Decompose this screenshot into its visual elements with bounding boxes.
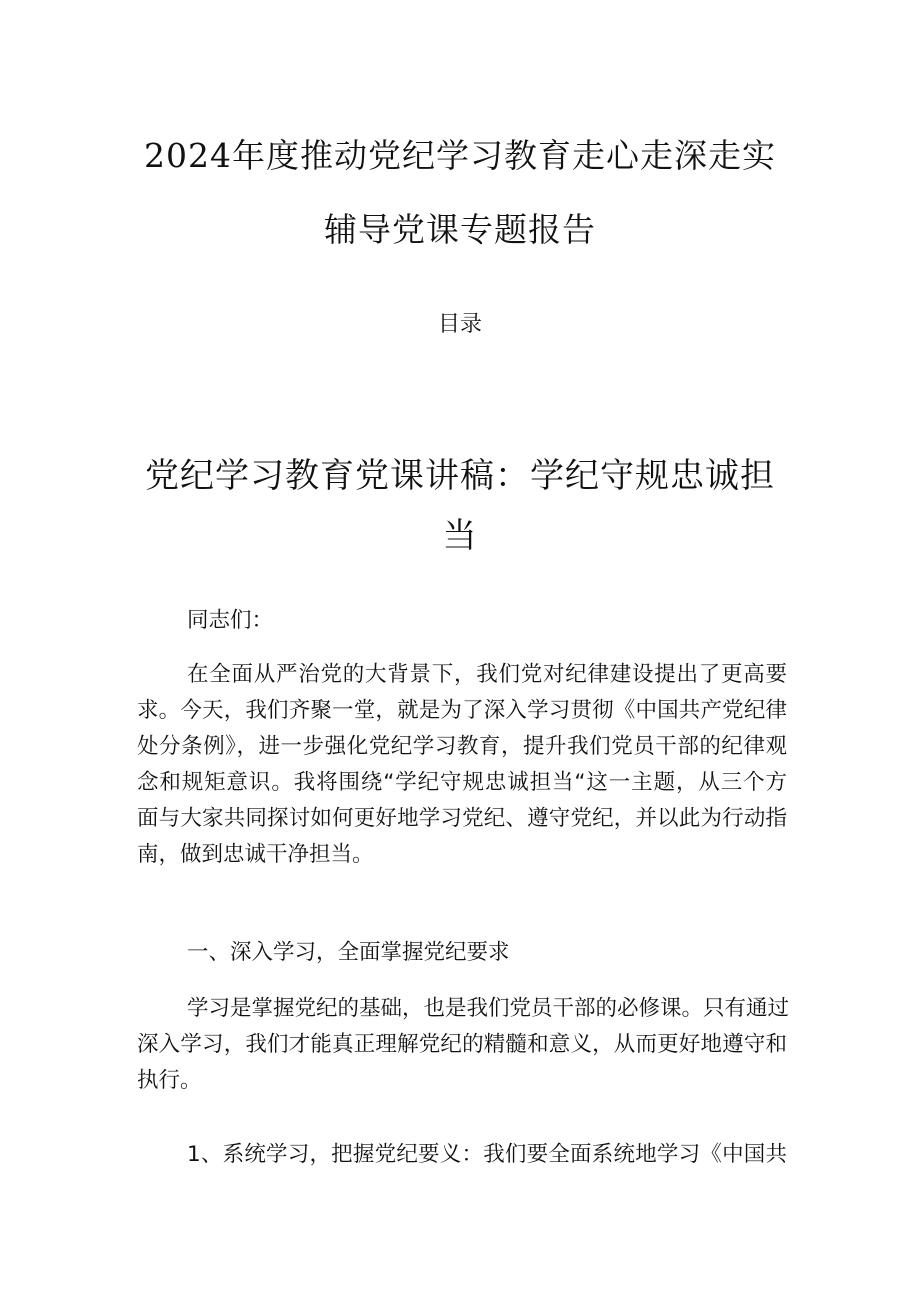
intro-paragraph [137, 657, 787, 873]
intro-line: 在全面从严治党的大背景下，我们党对纪律建设提出了更高要 [187, 662, 787, 687]
section-1-paragraph [137, 991, 790, 1099]
salutation-text: 同志们： [187, 608, 274, 633]
section-1-heading [137, 935, 787, 971]
intro-line: 处分条例》，进一步强化党纪学习教育，提升我们党员干部的纪律观 [137, 734, 787, 759]
section-1-heading-text: 一、深入学习，全面掌握党纪要求 [187, 940, 510, 965]
intro-line: 南，做到忠诚干净担当。 [137, 842, 374, 867]
intro-line: 求。今天，我们齐聚一堂，就是为了深入学习贯彻《中国共产党纪律 [137, 698, 787, 723]
section-1-line: 学习是掌握党纪的基础，也是我们党员干部的必修课。只有通过 [187, 996, 790, 1021]
intro-line: 念和规矩意识。我将围绕“学纪守规忠诚担当“这一主题，从三个方 [137, 770, 787, 795]
point-1-paragraph [137, 1137, 787, 1173]
speech-title-line-2: 当 [442, 516, 478, 556]
salutation [137, 603, 787, 639]
section-1-line: 深入学习，我们才能真正理解党纪的精髓和意义，从而更好地遵守和 [137, 1032, 787, 1057]
section-1-line: 执行。 [137, 1068, 202, 1093]
speech-title-line-1: 党纪学习教育党课讲稿：学纪守规忠诚担 [145, 456, 775, 496]
point-1-line: 1、系统学习，把握党纪要义：我们要全面系统地学习《中国共 [187, 1142, 787, 1167]
document-title-line-1: 2024年度推动党纪学习教育走心走深走实 [144, 136, 776, 175]
intro-line: 面与大家共同探讨如何更好地学习党纪、遵守党纪，并以此为行动指 [137, 806, 787, 831]
document-title-line-2: 辅导党课专题报告 [324, 210, 596, 249]
toc-heading: 目录 [437, 312, 482, 337]
